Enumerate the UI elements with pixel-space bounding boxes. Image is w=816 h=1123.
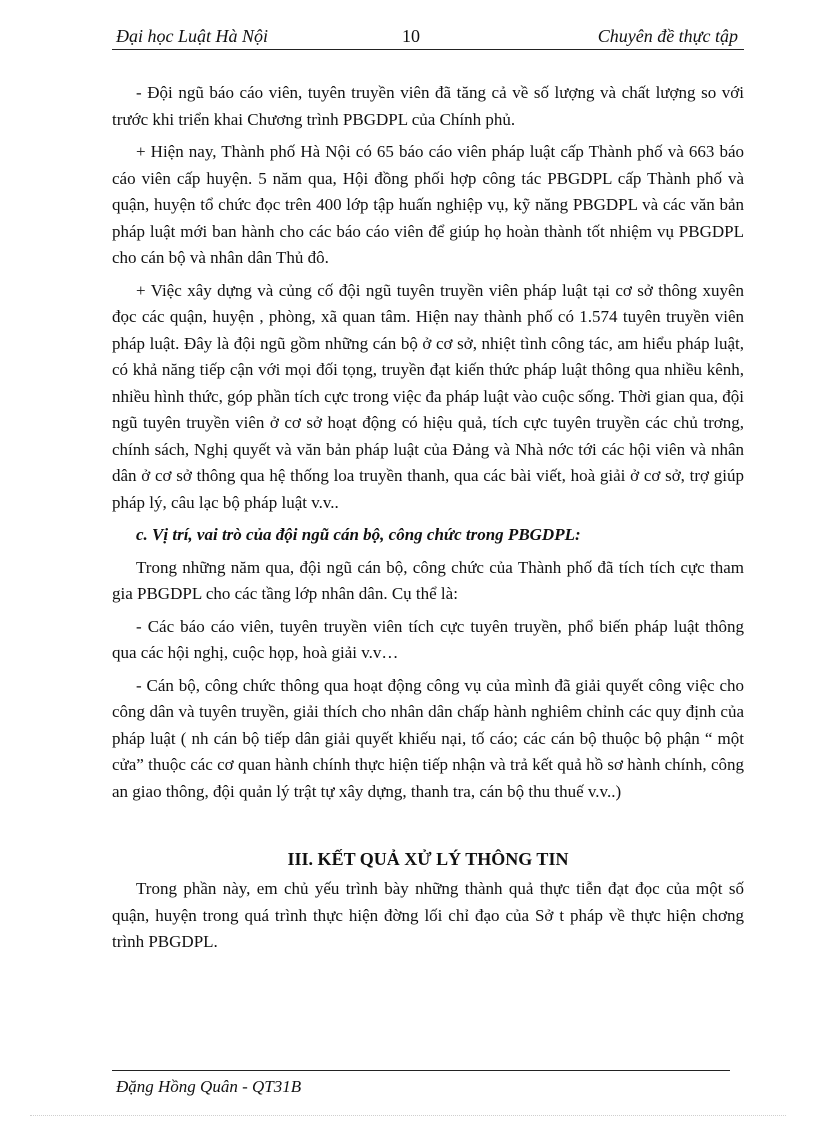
paragraph-propagandists: + Việc xây dựng và củng cố đội ngũ tuyên truyền viên pháp luật tại cơ sở thông xuyên đọc các quận, huyện , phòng, xã quan tâm. Hiện nay thành phố có 1.574 tuyên truyền viên pháp luật. Đây là đội ngũ gồm những cán bộ ở cơ sở, nhiệt tình công tác, am hiểu pháp luật, có khả năng tiếp cận với mọi đối tọng, truyền đạt kiến thức pháp luật thông qua nhiều kênh, nhiều hình thức, góp phần tích cực trong việc đa pháp luật vào cuộc sống. Thời gian qua, đội ngũ tuyên truyền viên ở cơ sở hoạt động có hiệu quả, tích cực tuyên truyền các chủ trơng, chính sách, Nghị quyết và văn bản pháp luật của Đảng và Nhà nớc tới các hội viên và nhân dân ở cơ sở thông qua hệ thống loa truyền thanh, qua các bài viết, hoà giải ở cơ sở, trợ giúp pháp lý, câu lạc bộ pháp luật v.v.. — [112, 280, 744, 512]
section-heading: III. KẾT QUẢ XỬ LÝ THÔNG TIN — [287, 849, 569, 869]
paragraph-officials-activity: - Cán bộ, công chức thông qua hoạt động công vụ của mình đã giải quyết công việc cho công dân và tuyên truyền, giải thích cho nhân dân chấp hành nghiêm chỉnh các quy định của pháp luật ( nh cán bộ tiếp dân giải quyết khiếu nại, tố cáo; các cán bộ thuộc bộ phận “ một cửa” thuộc các cơ quan hành chính thực hiện tiếp nhận và trả kết quả hồ sơ hành chính, công an giao thông, đội quản lý trật tự xây dựng, thanh tra, cán bộ thu thuế v.v..) — [112, 675, 744, 801]
page-edge-divider — [30, 1115, 786, 1116]
paragraph-reporters-activity: - Các báo cáo viên, tuyên truyền viên tích cực tuyên truyền, phổ biến pháp luật thông qua các hội nghị, cuộc họp, hoà giải v.v… — [112, 616, 744, 662]
header-rule — [112, 49, 744, 50]
page-header — [116, 26, 738, 48]
paragraph-reporters: + Hiện nay, Thành phố Hà Nội có 65 báo cáo viên pháp luật cấp Thành phố và 663 báo cáo viên cấp huyện. 5 năm qua, Hội đồng phối hợp công tác PBGDPL cấp Thành phố và quận, huyện tổ chức đọc trên 400 lớp tập huấn nghiệp vụ, kỹ năng PBGDPL và các văn bản pháp luật mới ban hành cho các báo cáo viên để giúp họ hoàn thành tốt nhiệm vụ PBGDPL cho cán bộ và nhân dân Thủ đô. — [112, 142, 744, 267]
header-university: Đại học Luật Hà Nội — [116, 26, 269, 46]
paragraph-section-intro: Trong phần này, em chủ yếu trình bày những thành quả thực tiễn đạt đọc của một số quận, huyện trong quá trình thực hiện đờng lối chỉ đạo của Sở t pháp về thực hiện chơng trình PBGDPL. — [112, 879, 744, 951]
header-page-number: 10 — [402, 26, 420, 46]
footer-rule — [112, 1070, 730, 1071]
paragraph-staff-growth: - Đội ngũ báo cáo viên, tuyên truyền viên đã tăng cả về số lượng và chất lượng so với trước khi triển khai Chương trình PBGDPL của Chính phủ. — [112, 83, 744, 129]
footer-author: Đặng Hồng Quân - QT31B — [116, 1077, 302, 1096]
paragraph-participation: Trong những năm qua, đội ngũ cán bộ, công chức của Thành phố đã tích tích cực tham gia PBGDPL cho các tầng lớp nhân dân. Cụ thể là: — [112, 557, 744, 603]
page-body — [112, 80, 744, 962]
subheading-role: c. Vị trí, vai trò của đội ngũ cán bộ, công chức trong PBGDPL: — [136, 525, 581, 544]
header-report-type: Chuyên đề thực tập — [597, 26, 738, 46]
